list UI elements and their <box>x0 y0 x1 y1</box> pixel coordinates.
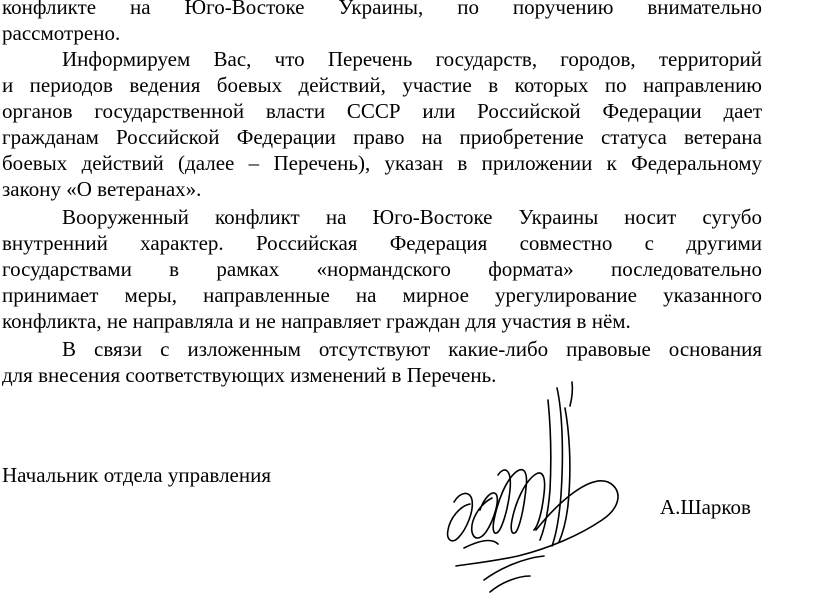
paragraph-2-line-2: и периодов ведения боевых действий, участие в которых по направлению <box>2 73 762 97</box>
paragraph-1-line-2: рассмотрено. <box>2 21 121 45</box>
paragraph-3-line-4: принимает меры, направленные на мирное урегулирование указанного <box>2 283 762 307</box>
signer-name: А.Шарков <box>660 495 751 519</box>
paragraph-2-line-4: гражданам Российской Федерации право на приобретение статуса ветерана <box>2 125 762 149</box>
paragraph-4-line-2: для внесения соответствующих изменений в Перечень. <box>2 363 497 387</box>
paragraph-4-line-1: В связи с изложенным отсутствуют какие-либо правовые основания <box>62 337 762 361</box>
paragraph-3-line-2: внутренний характер. Российская Федерация совместно с другими <box>2 231 762 255</box>
paragraph-2-line-5: боевых действий (далее – Перечень), указан в приложении к Федеральному <box>2 151 762 175</box>
paragraph-3-line-3: государствами в рамках «нормандского формата» последовательно <box>2 257 762 281</box>
paragraph-1-line-1: конфликте на Юго-Востоке Украины, по поручению внимательно <box>2 0 762 19</box>
position-title: Начальник отдела управления <box>2 463 272 487</box>
paragraph-2-line-1: Информируем Вас, что Перечень государств, городов, территорий <box>62 47 762 71</box>
handwritten-signature-icon <box>440 380 630 598</box>
paragraph-3-line-1: Вооруженный конфликт на Юго-Востоке Украины носит сугубо <box>62 205 762 229</box>
paragraph-2-line-6: закону «О ветеранах». <box>2 177 202 201</box>
paragraph-3-line-5: конфликта, не направляла и не направляет граждан для участия в нём. <box>2 309 631 333</box>
paragraph-2-line-3: органов государственной власти СССР или Российской Федерации дает <box>2 99 762 123</box>
